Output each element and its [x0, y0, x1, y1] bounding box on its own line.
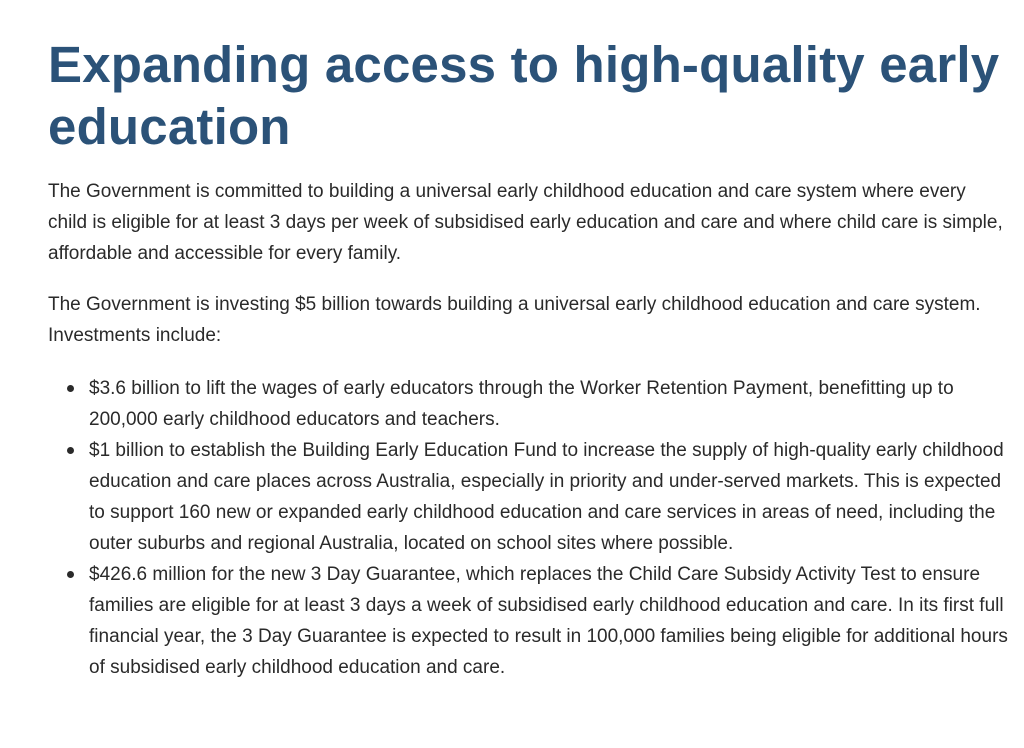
investments-list: [48, 373, 1008, 683]
list-item: [48, 435, 1008, 559]
bullet-icon: [67, 571, 74, 578]
page-title: Expanding access to high-quality early education: [48, 36, 1000, 155]
bullet-icon: [67, 385, 74, 392]
intro-paragraph: The Government is committed to building a universal early childhood education and care system where every child is eligible for at least 3 days per week of subsidised early education and care and where child care is simple, affordable and accessible for every family.: [48, 181, 1003, 264]
investment-paragraph: The Government is investing $5 billion towards building a universal early childhood education and care system. Investments include:: [48, 294, 981, 346]
list-item: [48, 559, 1008, 683]
article: [48, 34, 1008, 683]
list-item-text: $3.6 billion to lift the wages of early educators through the Worker Retention Payment, benefitting up to 200,000 early childhood educators and teachers.: [89, 378, 954, 430]
list-item-text: $426.6 million for the new 3 Day Guarantee, which replaces the Child Care Subsidy Activity Test to ensure families are eligible for at least 3 days a week of subsidised early childhood education and care. In its first full financial year, the 3 Day Guarantee is expected to result in 100,000 families being eligible for additional hours of subsidised early childhood education and care.: [89, 564, 1008, 678]
list-item: [48, 373, 1008, 435]
bullet-icon: [67, 447, 74, 454]
list-item-text: $1 billion to establish the Building Early Education Fund to increase the supply of high-quality early childhood education and care places across Australia, especially in priority and under-served markets. This is expected to support 160 new or expanded early childhood education and care services in areas of need, including the outer suburbs and regional Australia, located on school sites where possible.: [89, 440, 1004, 554]
